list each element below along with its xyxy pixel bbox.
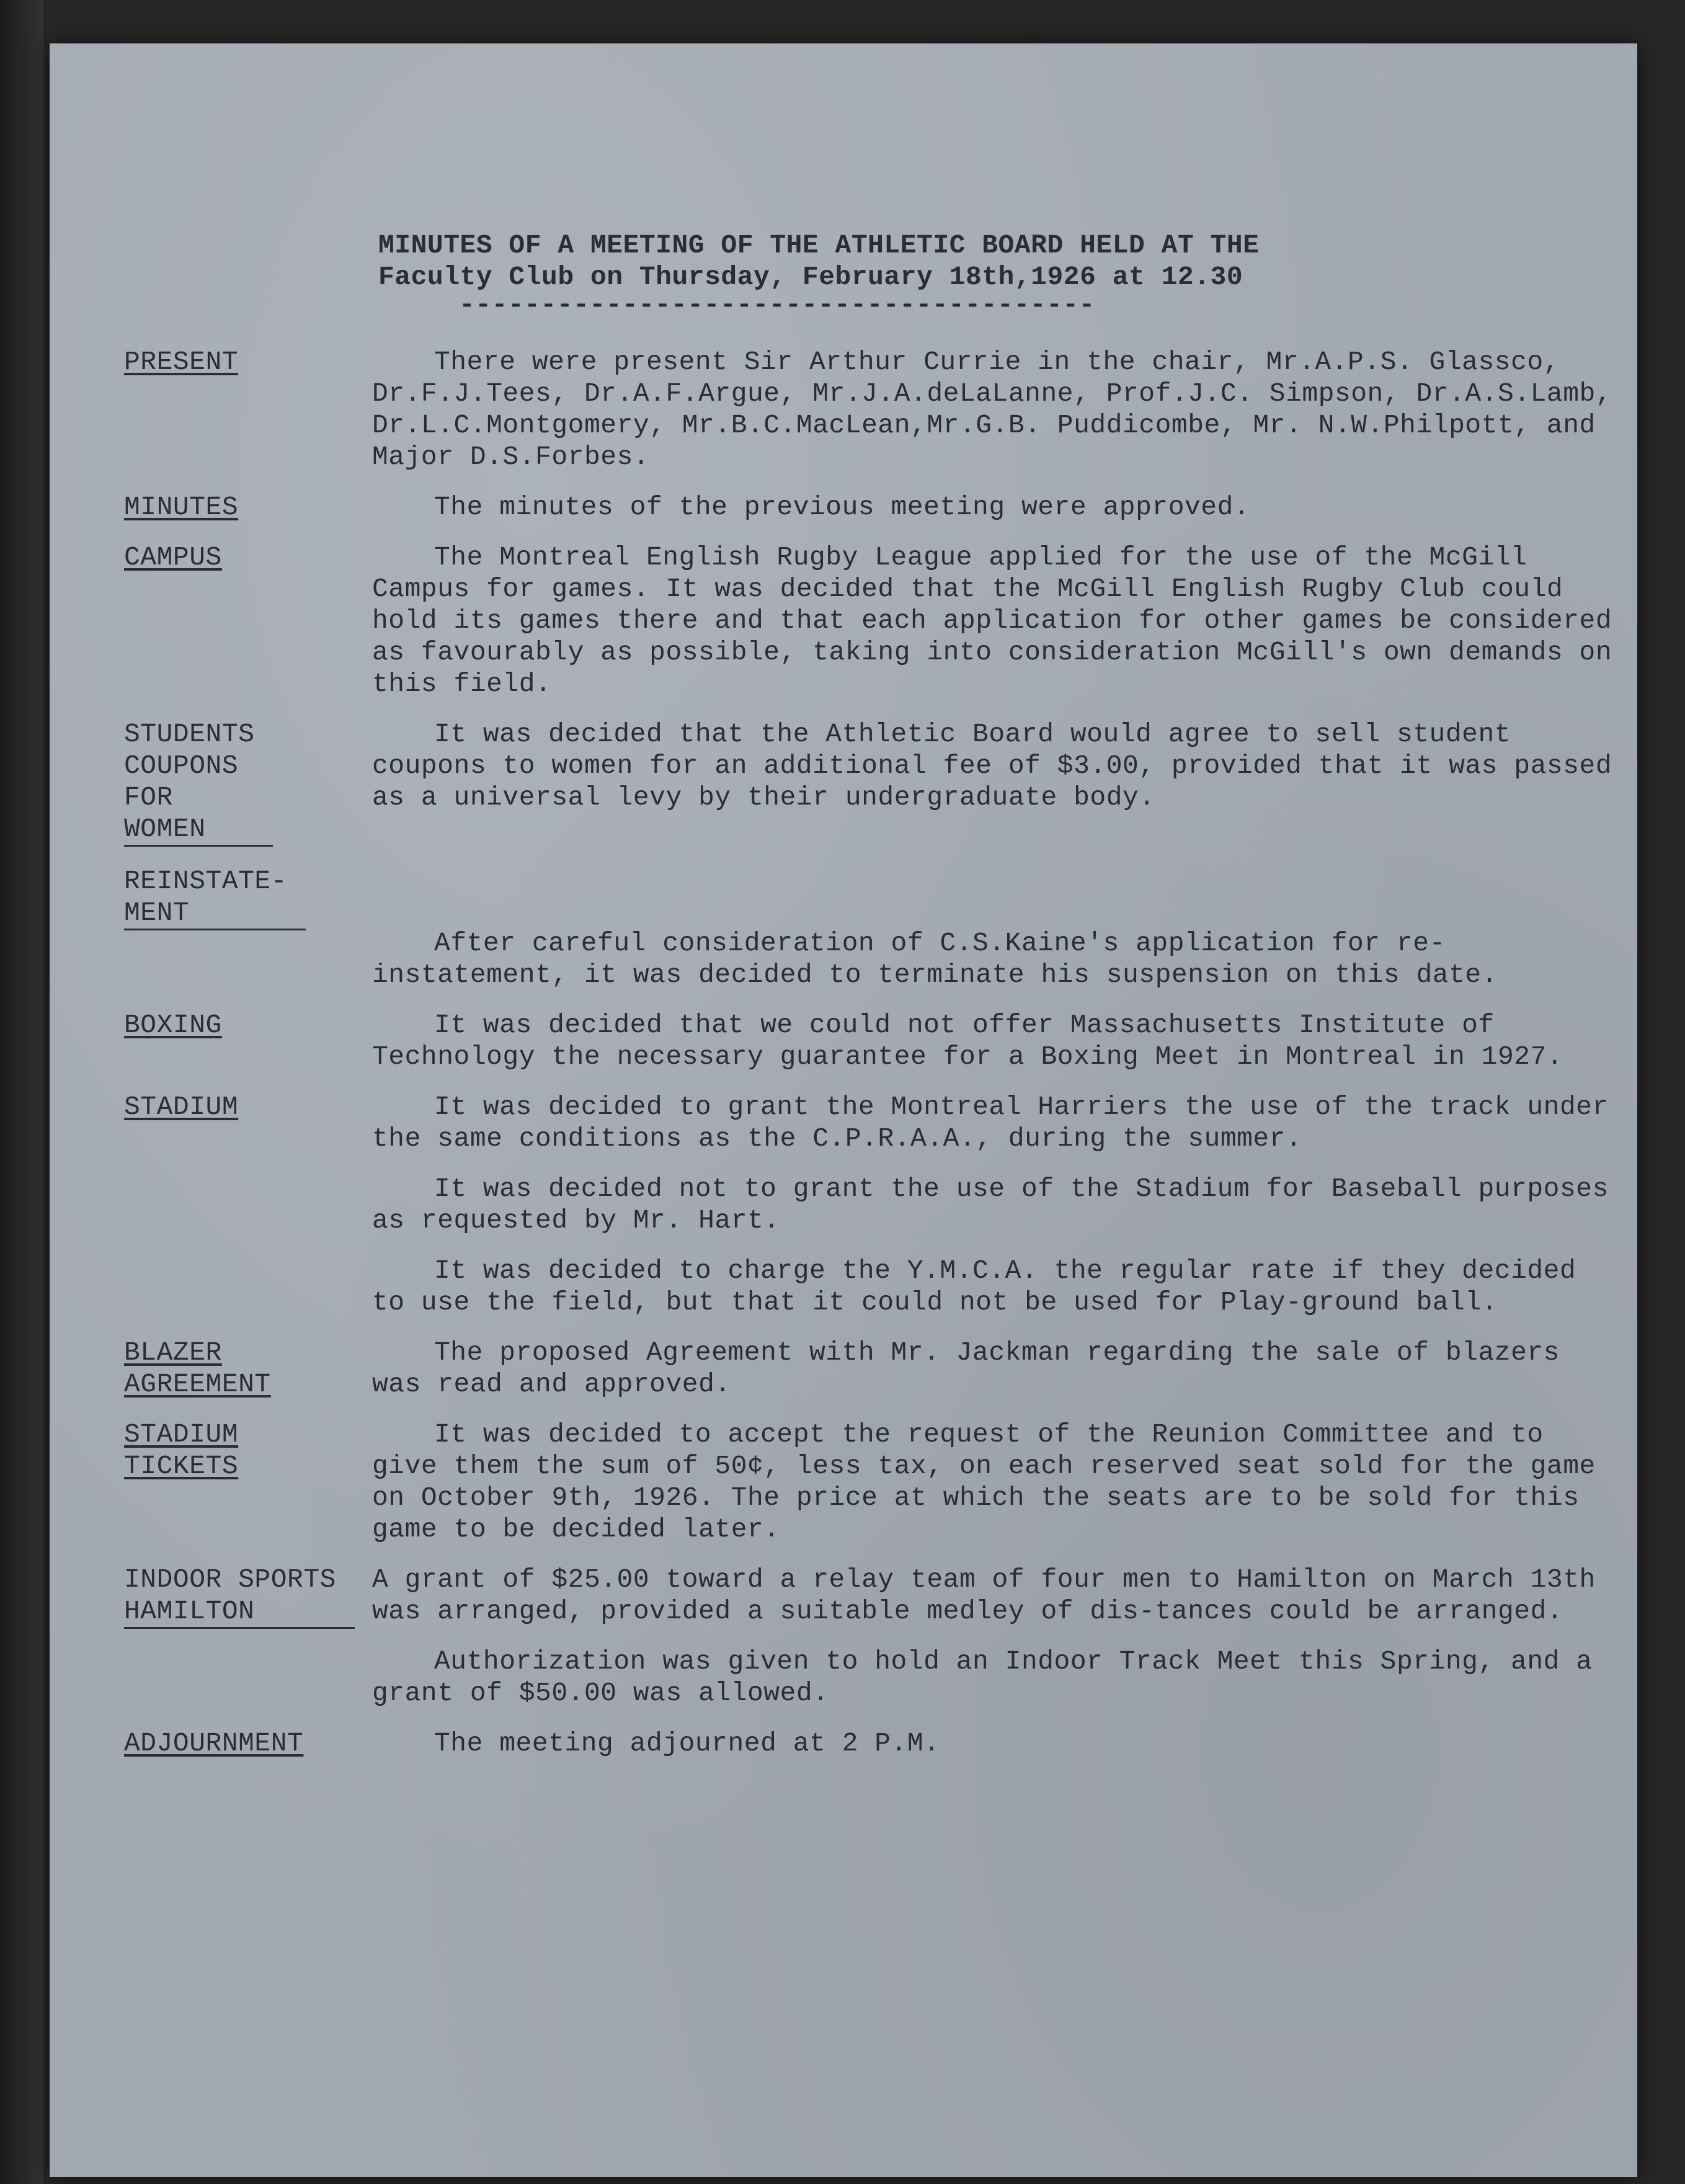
scan-background (0, 0, 43, 2184)
section-present (124, 346, 1637, 473)
section-label: STADIUM TICKETS (124, 1419, 239, 1481)
section-label: MINUTES (124, 492, 239, 522)
section-label: STUDENTS COUPONS FOR WOMEN (124, 718, 372, 847)
section-label: INDOOR SPORTS HAMILTON (124, 1564, 372, 1629)
section-label: BLAZER AGREEMENT (124, 1337, 271, 1399)
section-campus (124, 542, 1637, 700)
section-paragraph: A grant of $25.00 toward a relay team of four men to Hamilton on March 13th was arranged, provided a suitable medley of dis-tances could be arranged. (372, 1564, 1596, 1626)
title-line-1: MINUTES OF A MEETING OF THE ATHLETIC BOARD HELD AT THE (378, 230, 1260, 261)
section-paragraph: The meeting adjourned at 2 P.M. (434, 1728, 940, 1758)
section-paragraph: The proposed Agreement with Mr. Jackman regarding the sale of blazers was read and approved. (372, 1337, 1560, 1399)
section-label: CAMPUS (124, 542, 222, 573)
section-label: BOXING (124, 1010, 222, 1040)
section-paragraph: There were present Sir Arthur Currie in the chair, Mr.A.P.S. Glassco, Dr.F.J.Tees, Dr.A.F.Argue, Mr.J.A.deLaLanne, Prof.J.C. Simpson, Dr.A.S.Lamb, Dr.L.C.Montgomery, Mr.B.C.MacLean,Mr.G.B. Puddicombe, Mr. N.W.Philpott, and Major D.S.Forbes. (372, 347, 1612, 472)
section-indoor-sports (124, 1564, 1637, 1709)
section-paragraph: It was decided not to grant the use of the Stadium for Baseball purposes as requested by Mr. Hart. (372, 1174, 1609, 1236)
title-line-2: Faculty Club on Thursday, February 18th,1926 at 12.30 (378, 262, 1243, 292)
section-paragraph: It was decided to grant the Montreal Harriers the use of the track under the same conditions as the C.P.R.A.A., during the summer. (372, 1092, 1609, 1154)
section-adjournment (124, 1727, 1637, 1759)
section-label: PRESENT (124, 347, 239, 377)
document-page (50, 43, 1637, 2177)
section-minutes (124, 491, 1637, 523)
minutes-document (124, 230, 1637, 1759)
section-label: ADJOURNMENT (124, 1728, 304, 1758)
section-stadium-tickets (124, 1419, 1637, 1545)
section-blazer-agreement (124, 1337, 1637, 1400)
section-paragraph: Authorization was given to hold an Indoor Track Meet this Spring, and a grant of $50.00 was allowed. (372, 1646, 1593, 1708)
section-paragraph: The minutes of the previous meeting were approved. (434, 492, 1250, 522)
section-paragraph: After careful consideration of C.S.Kaine's application for re-instatement, it was decided to terminate his suspension on this date. (372, 928, 1498, 990)
section-reinstatement (124, 865, 1637, 991)
title-rule: --------------------------------------- (459, 290, 1095, 320)
section-paragraph: The Montreal English Rugby League applied for the use of the McGill Campus for games. It was decided that the McGill English Rugby Club could hold its games there and that each application for other games be considered as favourably as possible, taking into consideration McGill's own demands on this field. (372, 542, 1612, 699)
section-stadium (124, 1091, 1637, 1318)
section-paragraph: It was decided to accept the request of the Reunion Committee and to give them the sum of 50¢, less tax, on each reserved seat sold for the game on October 9th, 1926. The price at which the seats are to be sold for this game to be decided later. (372, 1419, 1596, 1544)
section-label: STADIUM (124, 1092, 239, 1122)
section-label: REINSTATE- MENT (124, 865, 372, 930)
section-paragraph: It was decided that the Athletic Board would agree to sell student coupons to women for an additional fee of $3.00, provided that it was passed as a universal levy by their undergraduate body. (372, 719, 1612, 813)
section-paragraph: It was decided to charge the Y.M.C.A. the regular rate if they decided to use the field, but that it could not be used for Play-ground ball. (372, 1255, 1576, 1317)
section-student-coupons (124, 718, 1637, 847)
section-boxing (124, 1009, 1637, 1072)
section-paragraph: It was decided that we could not offer Massachusetts Institute of Technology the necessary guarantee for a Boxing Meet in Montreal in 1927. (372, 1010, 1563, 1072)
